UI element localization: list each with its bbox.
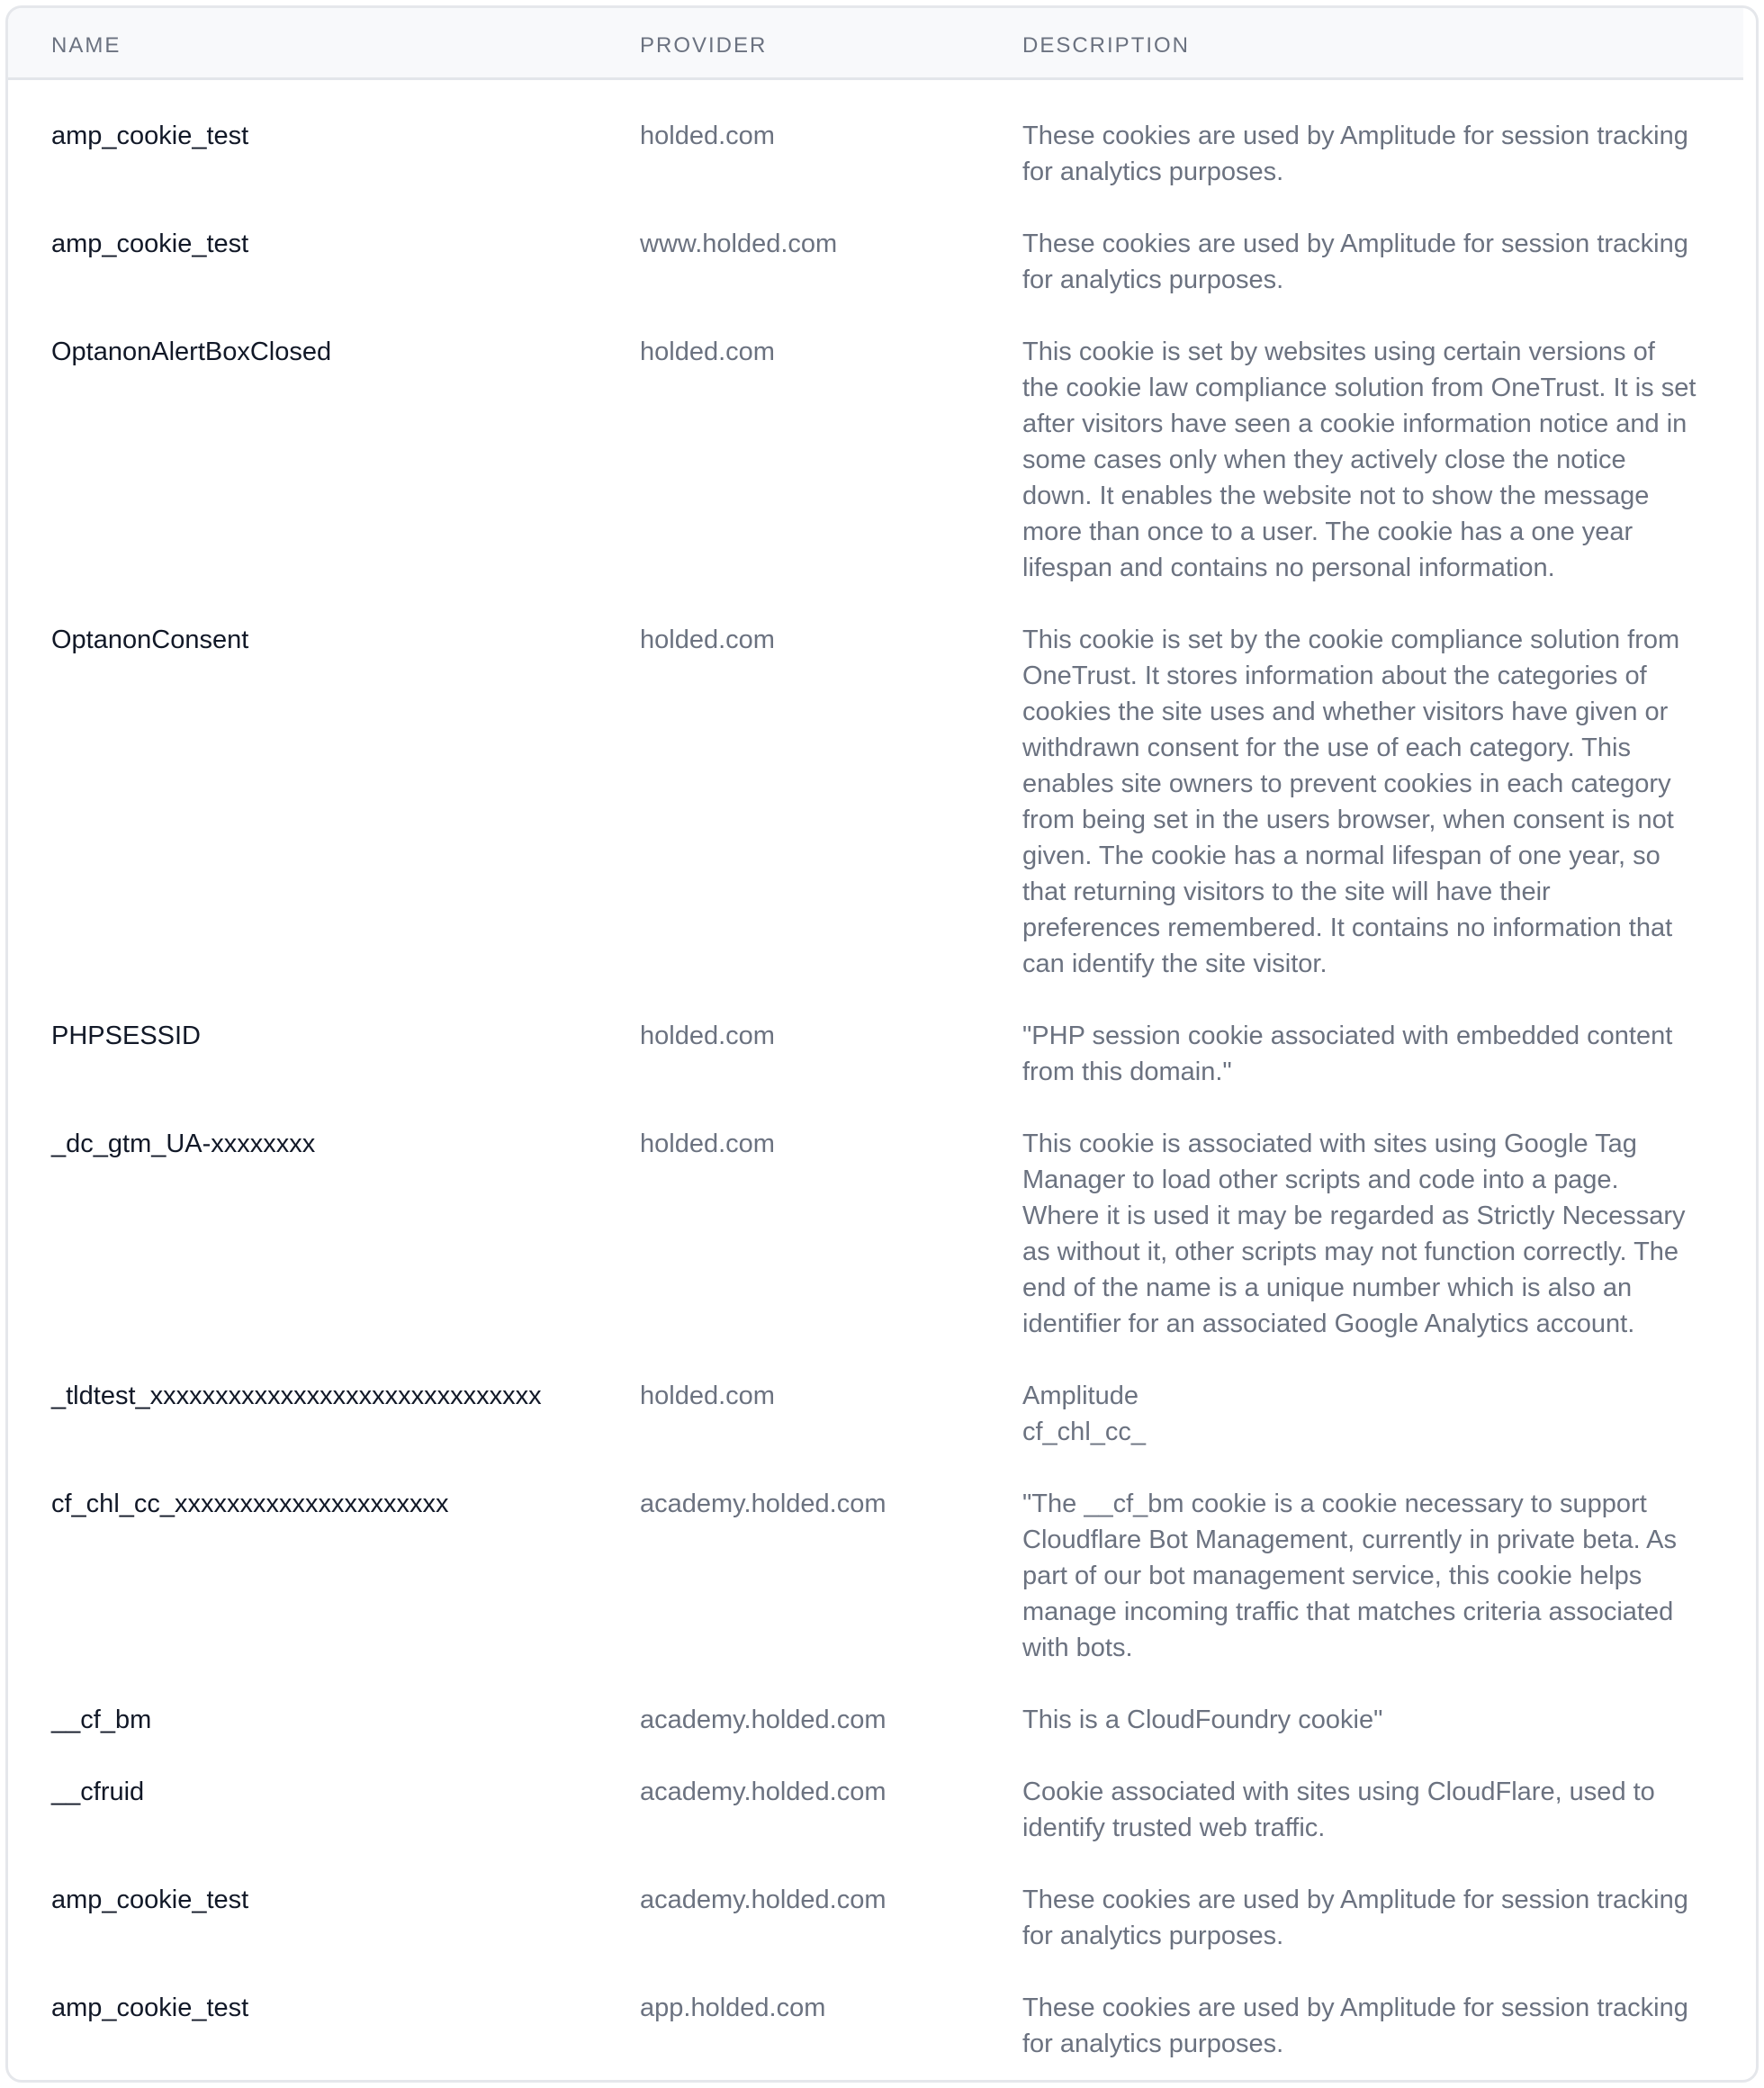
cookie-description: Cookie associated with sites using CloudFlare, used to identify trusted web traffic. [1022,1778,1655,1842]
cookie-description: Amplitude cf_chl_cc_ [1022,1382,1147,1446]
cookie-description: These cookies are used by Amplitude for session tracking for analytics purposes. [1022,230,1688,294]
table-row [8,1847,1743,1955]
cookie-description: This cookie is associated with sites using Google Tag Manager to load other scripts and code into a page. Where it is used it may be regarded as Strictly Necessary as without it, other scripts may not function correctly. The end of the name is a unique number which is also an identifier for an associated Google Analytics account. [1022,1130,1686,1338]
cookie-name: amp_cookie_test [51,122,249,150]
table-row [8,1343,1743,1451]
cookie-provider: holded.com [640,626,775,654]
table-row [8,587,1743,983]
cookie-provider: academy.holded.com [640,1706,886,1734]
column-header-name: NAME [51,33,122,58]
cookie-table [5,5,1759,2083]
cookie-description: These cookies are used by Amplitude for session tracking for analytics purposes. [1022,1994,1688,2058]
cookie-description: This is a CloudFoundry cookie" [1022,1706,1383,1734]
table-row [8,1739,1743,1847]
cookie-provider: holded.com [640,1382,775,1410]
cookie-name: _tldtest_xxxxxxxxxxxxxxxxxxxxxxxxxxxxxx [51,1382,542,1410]
cookie-name: OptanonAlertBoxClosed [51,338,332,366]
cookie-name: __cfruid [51,1778,145,1806]
cookie-description: These cookies are used by Amplitude for session tracking for analytics purposes. [1022,122,1688,186]
cookie-name: _dc_gtm_UA-xxxxxxxx [51,1130,316,1158]
cookie-description: These cookies are used by Amplitude for session tracking for analytics purposes. [1022,1886,1688,1950]
table-row [8,1955,1743,2063]
cookie-provider: academy.holded.com [640,1886,886,1914]
table-row [8,983,1743,1091]
cookie-name: cf_chl_cc_xxxxxxxxxxxxxxxxxxxxx [51,1490,449,1518]
cookie-name: PHPSESSID [51,1022,201,1050]
cookie-provider: holded.com [640,122,775,150]
cookie-provider: holded.com [640,1022,775,1050]
cookie-name: amp_cookie_test [51,1994,249,2022]
cookie-provider: academy.holded.com [640,1778,886,1806]
table-row [8,1667,1743,1739]
table-body [8,83,1743,2063]
table-row [8,1091,1743,1343]
cookie-description: "PHP session cookie associated with embedded content from this domain." [1022,1022,1673,1086]
table-row [8,299,1743,587]
table-row [8,83,1743,191]
cookie-name: amp_cookie_test [51,230,249,258]
cookie-provider: www.holded.com [640,230,838,258]
column-header-description: DESCRIPTION [1022,33,1191,58]
cookie-description: This cookie is set by websites using certain versions of the cookie law compliance solution from OneTrust. It is set after visitors have seen a cookie information notice and in some cases only when they actively close the notice down. It enables the website not to show the message more than once to a user. The cookie has a one year lifespan and contains no personal information. [1022,338,1696,582]
cookie-name: OptanonConsent [51,626,249,654]
cookie-description: "The __cf_bm cookie is a cookie necessary to support Cloudflare Bot Management, currently in private beta. As part of our bot management service, this cookie helps manage incoming traffic that matches criteria associated with bots. [1022,1490,1677,1662]
cookie-provider: academy.holded.com [640,1490,886,1518]
cookie-name: amp_cookie_test [51,1886,249,1914]
cookie-provider: holded.com [640,1130,775,1158]
cookie-name: __cf_bm [51,1706,152,1734]
table-row [8,1451,1743,1667]
cookie-provider: app.holded.com [640,1994,826,2022]
cookie-provider: holded.com [640,338,775,366]
column-header-provider: PROVIDER [640,33,768,58]
table-header [8,8,1743,80]
cookie-description: This cookie is set by the cookie compliance solution from OneTrust. It stores information about the categories of cookies the site uses and whether visitors have given or withdrawn consent for the use of each category. This enables site owners to prevent cookies in each category from being set in the users browser, when consent is not given. The cookie has a normal lifespan of one year, so that returning visitors to the site will have their preferences remembered. It contains no information that can identify the site visitor. [1022,626,1680,978]
table-row [8,191,1743,299]
